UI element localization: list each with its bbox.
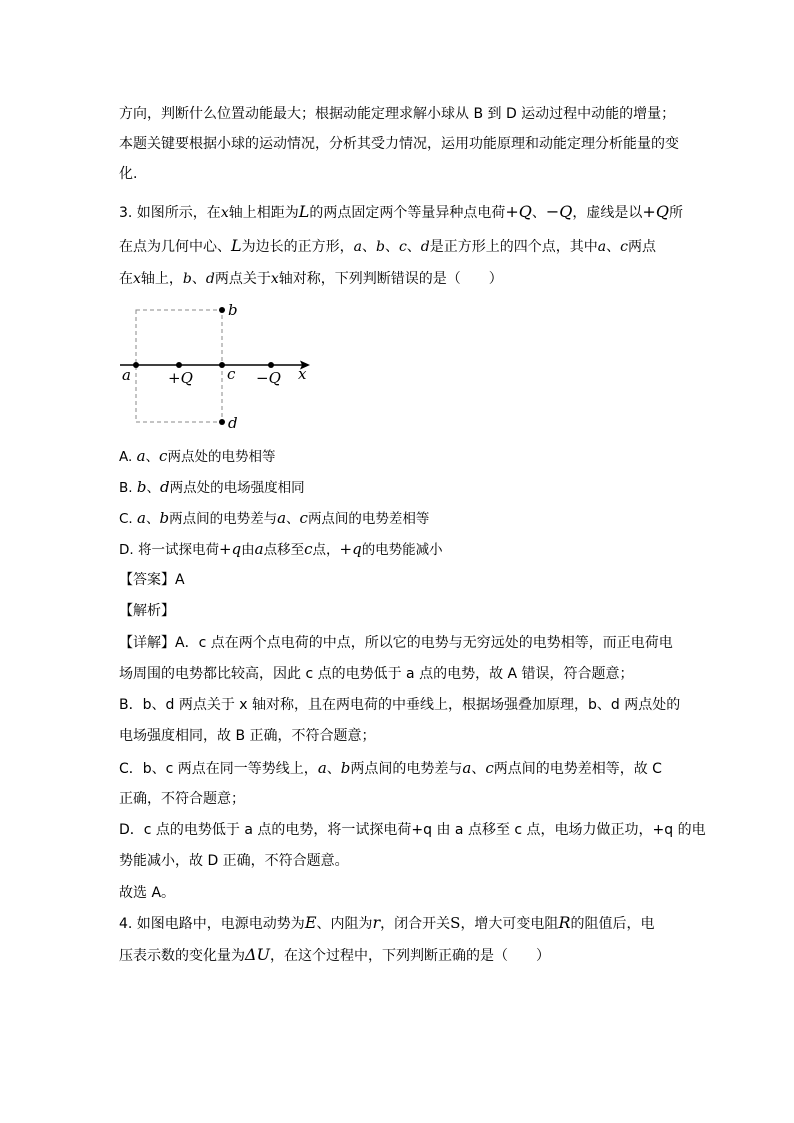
charge-square-figure <box>110 298 330 438</box>
explanation-line <box>119 664 634 684</box>
text: 、 <box>406 239 421 255</box>
text: 方向，判断什么位置动能最大；根据动能定理求解小球从 B 到 D 运动过程中动能的增量； <box>119 106 676 122</box>
label-d: d <box>228 414 238 432</box>
math: a <box>317 759 327 777</box>
text: 在 <box>119 271 133 287</box>
text: 场周围的电势都比较高，因此 c 点的电势低于 a 点的电势，故 A 错误，符合题意； <box>119 666 634 682</box>
math: +Q <box>642 202 669 221</box>
text: 为边长的正方形， <box>241 239 354 255</box>
label-plus-q: +Q <box>168 369 193 387</box>
math: b <box>136 478 147 496</box>
text: 3. 如图所示，在 <box>119 205 221 221</box>
text: 两点间的电势差相等 <box>307 511 430 527</box>
text: 是正方形上的四个点，其中 <box>429 239 598 255</box>
text: 正确，不符合题意； <box>119 791 245 807</box>
text: 点， <box>312 542 340 558</box>
text: 两点间的电势差与 <box>169 511 278 527</box>
math: a <box>137 509 146 527</box>
label-b: b <box>228 301 238 319</box>
option-label: B. <box>119 480 133 496</box>
text: 由 <box>241 542 255 558</box>
math: b <box>159 509 170 527</box>
text: 化. <box>119 166 138 182</box>
text: 、 <box>145 511 160 527</box>
math: a <box>597 239 607 255</box>
text: 两点间的电势差与 <box>350 761 463 777</box>
text: 两点关于 <box>214 271 271 287</box>
math: d <box>420 239 430 255</box>
math: E <box>304 913 317 932</box>
math: a <box>277 509 287 527</box>
math: ΔU <box>245 945 271 964</box>
text: ，在这个过程中，下列判断正确的是（ ） <box>270 948 551 964</box>
explanation-line <box>119 726 376 746</box>
text: 两点 <box>627 239 656 255</box>
math: c <box>398 239 407 255</box>
text: D．c 点的电势低于 a 点的电势，将一试探电荷+q 由 a 点移至 c 点，电场力做正功，+q 的电 <box>119 822 706 838</box>
text: ，闭合开关 <box>380 916 451 932</box>
text-line <box>119 104 675 124</box>
analysis-header <box>119 601 175 621</box>
text-line <box>119 164 137 184</box>
point-plus-q <box>176 362 182 368</box>
math: +q <box>339 540 362 558</box>
question-4-line-1 <box>119 913 654 934</box>
text: 、 <box>145 449 160 465</box>
text-line <box>119 134 679 154</box>
math: r <box>372 913 381 932</box>
text: 、 <box>384 239 399 255</box>
option-b[interactable] <box>119 477 305 498</box>
text: 的阻值后，电 <box>570 916 655 932</box>
text: D. 将一试探电荷 <box>119 542 219 558</box>
explanation-line <box>119 695 680 715</box>
text: 势能减小，故 D 正确，不符合题意。 <box>119 853 349 869</box>
text: 轴上相距为 <box>228 205 299 221</box>
text: 轴上， <box>140 271 183 287</box>
text: 点移至 <box>263 542 305 558</box>
text: C．b、c 两点在同一等势线上， <box>119 761 318 777</box>
option-label: C. <box>119 511 133 527</box>
option-a[interactable] <box>119 446 275 467</box>
math: S <box>450 914 461 932</box>
explanation-line <box>119 851 349 871</box>
text: 4. 如图电路中，电源电动势为 <box>119 916 305 932</box>
explanation-line <box>119 633 673 653</box>
math: +Q <box>505 202 532 221</box>
option-c[interactable] <box>119 508 429 529</box>
label-x: x <box>298 365 307 383</box>
text: 故选 A。 <box>119 885 176 901</box>
question-3-line-1 <box>119 202 683 223</box>
text: 【详解】A．c 点在两个点电荷的中点，所以它的电势与无穷远处的电势相等，而正电荷电 <box>119 635 673 651</box>
math: c <box>620 239 628 255</box>
math: b <box>182 271 192 287</box>
math: a <box>136 447 146 465</box>
text: 、 <box>326 761 341 777</box>
point-c <box>219 362 225 368</box>
option-label: A. <box>119 449 133 465</box>
question-3-line-2 <box>119 236 656 257</box>
text: 、 <box>606 239 621 255</box>
math: c <box>485 759 494 777</box>
label-a: a <box>122 366 131 384</box>
text: 、 <box>286 511 300 527</box>
text: 、 <box>531 205 546 221</box>
question-3-line-3 <box>119 269 503 289</box>
text: 在点为几何中心、 <box>119 239 231 255</box>
math: b <box>375 239 385 255</box>
point-d <box>219 419 225 425</box>
text: 、 <box>361 239 376 255</box>
text: B．b、d 两点关于 x 轴对称，且在两电荷的中垂线上，根据场强叠加原理，b、d 两点处的 <box>119 697 681 713</box>
math: R <box>558 913 571 932</box>
text: 两点处的电势相等 <box>167 449 276 465</box>
text: 【解析】 <box>119 603 175 619</box>
text: 的电势能减小 <box>361 542 443 558</box>
text: ，增大可变电阻 <box>460 916 559 932</box>
text: 电场强度相同，故 B 正确，不符合题意； <box>119 728 376 744</box>
explanation-line <box>119 820 706 840</box>
label-c: c <box>227 365 236 383</box>
text: ，虚线是以 <box>572 205 643 221</box>
math: c <box>299 509 308 527</box>
explanation-line <box>119 883 175 903</box>
text: 、 <box>146 480 160 496</box>
text: 、 <box>191 271 206 287</box>
math: d <box>205 271 215 287</box>
point-minus-q <box>268 362 274 368</box>
text: 的两点固定两个等量异种点电荷 <box>309 205 506 221</box>
text: 压表示数的变化量为 <box>119 948 245 964</box>
math: c <box>304 540 313 558</box>
text: 、 <box>471 761 486 777</box>
math: b <box>340 759 351 777</box>
point-b <box>219 307 225 313</box>
text: 轴对称，下列判断错误的是（ ） <box>278 271 503 287</box>
text: 所 <box>668 205 683 221</box>
text: 、内阻为 <box>316 916 373 932</box>
answer-line <box>119 570 185 590</box>
text: 两点处的电场强度相同 <box>169 480 305 496</box>
text: 两点间的电势差相等，故 C <box>493 761 662 777</box>
point-a <box>133 362 139 368</box>
math: +q <box>218 540 242 558</box>
answer: 【答案】A <box>119 572 185 588</box>
option-d[interactable] <box>119 539 443 560</box>
text: 本题关键要根据小球的运动情况，分析其受力情况，运用功能原理和动能定理分析能量的变 <box>119 136 679 152</box>
math: L <box>298 202 310 221</box>
math: x <box>133 271 141 287</box>
math: a <box>254 540 264 558</box>
math: −Q <box>545 202 573 221</box>
math: c <box>159 447 168 465</box>
math: a <box>462 759 472 777</box>
math: L <box>231 236 242 255</box>
label-minus-q: −Q <box>256 369 281 387</box>
explanation-line <box>119 789 245 809</box>
math: a <box>353 239 362 255</box>
math: d <box>159 478 170 496</box>
math: x <box>220 205 229 221</box>
math: x <box>270 271 279 287</box>
question-4-line-2 <box>119 945 550 966</box>
explanation-line <box>119 758 662 779</box>
